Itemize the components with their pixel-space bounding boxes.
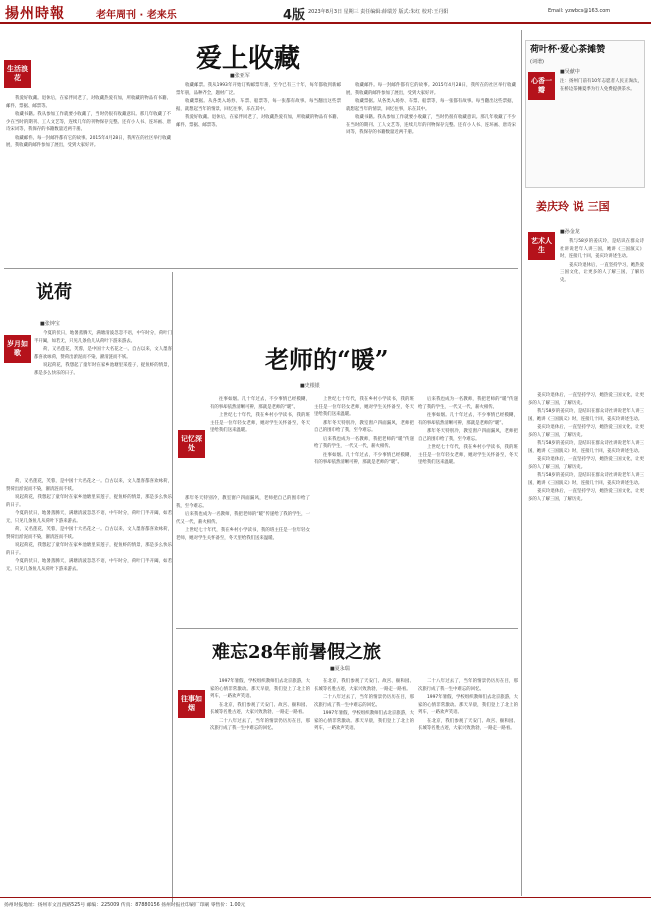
page-number: 4版: [283, 8, 306, 23]
article2-badge: 岁月如歌: [4, 335, 31, 363]
sidebar2-author: ■孙金龙: [560, 229, 580, 235]
article4-column-3: 二十八年过去了，当年的情景仍历历在目，那次旅行成了我一生中难忘的回忆。 1997年暑假，学校组织教师们去北京旅游，大家的心情非常激动。那天早晨，我们登上了北上的列车，一路欢声笑语。 在北京，我们参观了天安门、故宫、颐和园、长城等名胜古迹，大家兴致勃勃，一路走一路看。: [418, 679, 518, 731]
article4-column-1: 1997年暑假，学校组织教师们去北京旅游，大家的心情非常激动。那天早晨，我们登上了北上的列车，一路欢声笑语。 在北京，我们参观了天安门、故宫、颐和园、长城等名胜古迹，大家兴致勃勃，一路走一路看。 二十八年过去了，当年的情景仍历历在目，那次旅行成了我一生中难忘的回忆。: [210, 679, 310, 731]
article3-column-1: 往事如烟。几十年过去，不少事情已经模糊，有的事却依然清晰可辨，那就是老师的“暖”。 上世纪七十年代，我在乡村小学读书，我的班主任是一位年轻女老师，她对学生关怀备至，冬天里给我们送来温暖。: [210, 397, 310, 433]
section-title: 老年周刊 · 老来乐: [96, 10, 177, 21]
edition-email: Email: yzwbcs@163.com: [548, 8, 611, 14]
article4-author: ■夏永瑞: [330, 666, 350, 672]
article1-title: 爱上收藏: [196, 44, 301, 74]
divider: [521, 30, 522, 896]
newspaper-header: [0, 0, 651, 24]
page-footer: 扬州时报地址：扬州市文昌西路525号 邮编：225009 传真：87880156 扬州时报社印刷厂印刷 零售价：1.00元: [0, 897, 651, 914]
article2-column-2: 荷，又名莲花，芙蓉，是中国十大名花之一。自古以来，文人墨客都喜欢咏荷，赞荷出淤泥而不染，濯清涟而不妖。 说起荷花，我想起了童年时在家乡池塘里采莲子，捉鱼虾的情景，那是多么快乐的日子。 今夏的伏日，地暑蒸腾天，满塘清波忽忽不语，中午时分，荷叶门半开阖，如若无，只见几条鱼儿从荷叶下游来游去。 荷，又名莲花，芙蓉，是中国十大名花之一。自古以来，文人墨客都喜欢咏荷，赞荷出淤泥而不染，濯清涟而不妖。 说起荷花，我想起了童年时在家乡池塘里采莲子，捉鱼虾的情景，那是多么快乐的日子。 今夏的伏日，地暑蒸腾天，满塘清波忽忽不语，中午时分，荷叶门半开阖，如若无，只见几条鱼儿从荷叶下游来游去。: [6, 479, 172, 572]
article4-column-2: 在北京，我们参观了天安门、故宫、颐和园、长城等名胜古迹，大家兴致勃勃，一路走一路看。 二十八年过去了，当年的情景仍历历在目，那次旅行成了我一生中难忘的回忆。 1997年暑假，学校组织教师们去北京旅游，大家的心情非常激动。那天早晨，我们登上了北上的列车，一路欢声笑语。: [314, 679, 414, 731]
article3-column-4: 后来我也成为一名教师，我把老师的“暖”传递给了我的学生，一代又一代，薪火相传。 往事如烟。几十年过去，不少事情已经模糊，有的事却依然清晰可辨，那就是老师的“暖”。 那年冬天特别冷，教室窗户四面漏风，老师把自己的围巾给了我，至今难忘。 上世纪七十年代，我在乡村小学读书，我的班主任是一位年轻女老师，她对学生关怀备至，冬天里给我们送来温暖。: [418, 397, 518, 465]
article3-author: ■史根银: [300, 383, 320, 389]
sidebar1-author: ■吴献中: [560, 69, 580, 75]
article1-column-3: 收藏邮件。每一封邮件都有它的故事。2015年4月28日，我所在的社区举行收藏展，我收藏的邮件参加了展出，受到大家好评。 收藏票据。从各类入场券、车票、船票等，每一张都有故事。每当翻出这些票据，就想起当年的情景，回忆往事，乐在其中。 收藏书籍。我从参加工作就要小收藏了，当时仍很有收藏意识。那几年收藏了不少在当时的期刊、工人文艺等，连续几年的刊物保存完整。还有小人书、连环画、唐诗宋词等，我保存的书籍数量近两千册。: [346, 83, 516, 135]
divider: [4, 268, 518, 269]
divider: [176, 628, 518, 629]
article3-title: 老师的“暖”: [265, 345, 389, 374]
sidebar1-text: 注：扬州门前有10年志愿者人民正淘汰，在桥边茶摊夏季为行人免费提供茶水。: [560, 79, 642, 92]
sidebar2-badge: 艺术人生: [528, 232, 555, 260]
article1-column-1: 我爱好收藏。退休后，在家伴同老了，对收藏热爱有加，所收藏的物品有书籍、邮件、票据、邮票等。 收藏书籍。我从参加工作就要小收藏了，当时仍很有收藏意识。那几年收藏了不少在当时的期刊、工人文艺等，连续几年的刊物保存完整。还有小人书、连环画、唐诗宋词等，我保存的书籍数量近两千册。 收藏邮件。每一封邮件都有它的故事。2015年4月28日，我所在的社区举行收藏展，我收藏的邮件参加了展出，受到大家好评。: [6, 96, 171, 148]
article3-badge: 记忆深处: [178, 430, 205, 458]
article4-badge: 往事如烟: [178, 690, 205, 718]
article1-badge: 生活浪花: [4, 60, 31, 88]
edition-meta: 2023年8月3日 星期三 责任编辑:薛瑞芳 版式:朱红 校对:王丹阳: [308, 9, 449, 15]
article2-column-1: 今夏的伏日，地暑蒸腾天，满塘清波忽忽不语，中午时分，荷叶门半开阖，如若无，只见几条鱼儿从荷叶下游来游去。 荷，又名莲花，芙蓉，是中国十大名花之一。自古以来，文人墨客都喜欢咏荷，赞荷出淤泥而不染，濯清涟而不妖。 说起荷花，我想起了童年时在家乡池塘里采莲子，捉鱼虾的情景，那是多么快乐的日子。: [34, 331, 172, 376]
article1-column-2: 收藏邮票。我从1993年开始订购邮票年册，至今已有三十年，每年都收到新邮票年册，品种齐全，题材广泛。 收藏票据。从各类入场券、车票、船票等，每一张都有故事。每当翻出这些票据，就想起当年的情景，回忆往事，乐在其中。 我爱好收藏。退休后，在家伴同老了，对收藏热爱有加，所收藏的物品有书籍、邮件、票据、邮票等。: [176, 83, 341, 128]
article1-author: ■张亚军: [230, 73, 250, 79]
sidebar2-column-2: 姜庆玲退休后，一直坚持学习，她热爱三国文化，让更多的人了解三国，了解历史。 我与58岁的姜庆玲，是结识在群众诗社讲说老年人讲三国，她讲《三国演义》时，连接几十回，姜庆玲讲述生动。 姜庆玲退休后，一直坚持学习，她热爱三国文化，让更多的人了解三国，了解历史。 我与58岁的姜庆玲，是结识在群众诗社讲说老年人讲三国，她讲《三国演义》时，连接几十回，姜庆玲讲述生动。 姜庆玲退休后，一直坚持学习，她热爱三国文化，让更多的人了解三国，了解历史。 我与58岁的姜庆玲，是结识在群众诗社讲说老年人讲三国，她讲《三国演义》时，连接几十回，姜庆玲讲述生动。 姜庆玲退休后，一直坚持学习，她热爱三国文化，让更多的人了解三国，了解历史。: [528, 393, 644, 502]
sidebar1-subtitle: (词谱): [530, 59, 544, 65]
article3-column-2: 那年冬天特别冷，教室窗户四面漏风，老师把自己的围巾给了我，至今难忘。 后来我也成为一名教师，我把老师的“暖”传递给了我的学生，一代又一代，薪火相传。 上世纪七十年代，我在乡村小学读书，我的班主任是一位年轻女老师，她对学生关怀备至，冬天里给我们送来温暖。: [176, 496, 310, 541]
sidebar1-title: 荷叶杯·爱心茶摊赞: [530, 45, 606, 55]
newspaper-brand: 揚州時報: [5, 6, 65, 22]
sidebar2-title: 姜庆玲 说 三国: [536, 200, 610, 213]
article3-column-3: 上世纪七十年代，我在乡村小学读书，我的班主任是一位年轻女老师，她对学生关怀备至，冬天里给我们送来温暖。 那年冬天特别冷，教室窗户四面漏风，老师把自己的围巾给了我，至今难忘。 后来我也成为一名教师，我把老师的“暖”传递给了我的学生，一代又一代，薪火相传。 往事如烟。几十年过去，不少事情已经模糊，有的事却依然清晰可辨，那就是老师的“暖”。: [314, 397, 414, 465]
sidebar2-column-1: 我与58岁的姜庆玲，是结识在群众诗社讲说老年人讲三国，她讲《三国演义》时，连接几十回，姜庆玲讲述生动。 姜庆玲退休后，一直坚持学习，她热爱三国文化，让更多的人了解三国，了解历史。: [560, 239, 644, 283]
article4-title: 难忘28年前暑假之旅: [212, 642, 382, 663]
article2-title: 说荷: [36, 282, 72, 303]
divider: [172, 272, 173, 902]
article2-author: ■张钟宝: [40, 321, 60, 327]
sidebar1-badge: 心香一瓣: [528, 72, 555, 100]
